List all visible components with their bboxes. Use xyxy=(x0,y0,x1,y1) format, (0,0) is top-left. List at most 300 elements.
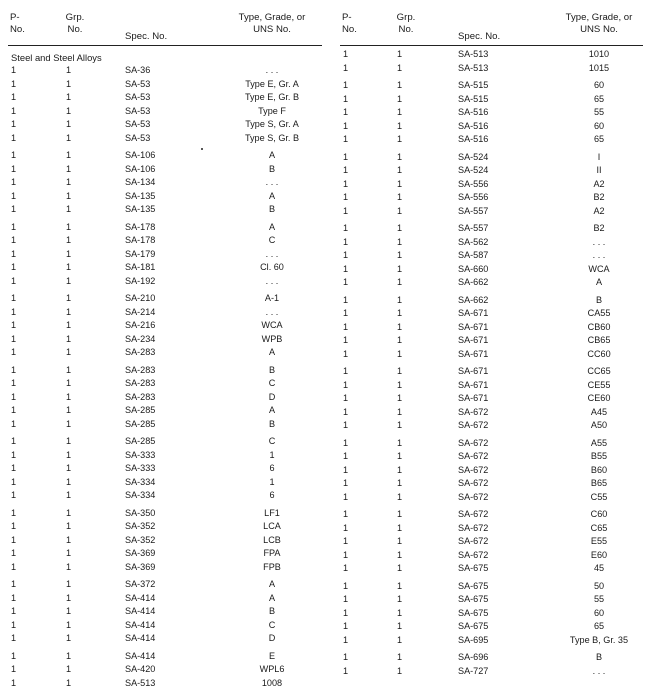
spec-no-cell: SA-333 xyxy=(125,462,155,476)
table-row xyxy=(8,78,322,92)
type-grade-cell: C55 xyxy=(552,491,646,505)
type-grade-cell: WPB xyxy=(224,333,320,347)
table-row xyxy=(8,650,322,664)
p-no-cell: 1 xyxy=(343,464,348,478)
grp-no-cell: 1 xyxy=(66,462,71,476)
table-row xyxy=(8,377,322,391)
type-grade-cell: 6 xyxy=(224,489,320,503)
right-table-body xyxy=(340,48,643,678)
type-grade-cell: A55 xyxy=(552,437,646,451)
p-no-cell: 1 xyxy=(343,178,348,192)
table-row xyxy=(340,334,643,348)
spec-no-cell: SA-106 xyxy=(125,163,155,177)
type-grade-cell: FPB xyxy=(224,561,320,575)
p-no-cell: 1 xyxy=(11,176,16,190)
grp-no-cell: 1 xyxy=(397,334,402,348)
p-no-cell: 1 xyxy=(343,477,348,491)
type-grade-cell: CE60 xyxy=(552,392,646,406)
grp-no-cell: 1 xyxy=(397,365,402,379)
type-grade-cell: 60 xyxy=(552,120,646,134)
type-grade-cell: 1015 xyxy=(552,62,646,76)
table-row xyxy=(8,578,322,592)
p-no-cell: 1 xyxy=(11,404,16,418)
grp-no-cell: 1 xyxy=(66,476,71,490)
spec-no-cell: SA-556 xyxy=(458,178,488,192)
p-no-cell: 1 xyxy=(11,292,16,306)
grp-no-cell: 1 xyxy=(397,222,402,236)
type-grade-cell: . . . xyxy=(552,236,646,250)
p-no-cell: 1 xyxy=(343,334,348,348)
type-grade-cell: 45 xyxy=(552,562,646,576)
grp-no-cell: 1 xyxy=(397,522,402,536)
type-grade-cell: C60 xyxy=(552,508,646,522)
spec-no-cell: SA-672 xyxy=(458,508,488,522)
grp-no-cell: 1 xyxy=(66,605,71,619)
spec-no-cell: SA-515 xyxy=(458,93,488,107)
p-no-cell: 1 xyxy=(343,205,348,219)
type-grade-cell: 55 xyxy=(552,106,646,120)
p-no-cell: 1 xyxy=(11,449,16,463)
grp-no-cell: 1 xyxy=(397,276,402,290)
grp-no-cell: 1 xyxy=(397,106,402,120)
spec-no-cell: SA-675 xyxy=(458,620,488,634)
spec-no-cell: SA-234 xyxy=(125,333,155,347)
type-grade-cell: A50 xyxy=(552,419,646,433)
spec-no-cell: SA-562 xyxy=(458,236,488,250)
p-no-cell: 1 xyxy=(11,203,16,217)
table-row xyxy=(340,562,643,576)
header-type-grade: Type, Grade, or UNS No. xyxy=(552,12,646,36)
spec-no-cell: SA-672 xyxy=(458,522,488,536)
spec-no-cell: SA-214 xyxy=(125,306,155,320)
p-no-cell: 1 xyxy=(343,562,348,576)
type-grade-cell: I xyxy=(552,151,646,165)
grp-no-cell: 1 xyxy=(397,491,402,505)
p-no-cell: 1 xyxy=(11,105,16,119)
table-row xyxy=(8,248,322,262)
table-row xyxy=(8,234,322,248)
spec-no-cell: SA-675 xyxy=(458,607,488,621)
p-no-cell: 1 xyxy=(11,418,16,432)
p-no-cell: 1 xyxy=(343,151,348,165)
type-grade-cell: Type B, Gr. 35 xyxy=(552,634,646,648)
spec-no-cell: SA-671 xyxy=(458,392,488,406)
table-row xyxy=(8,105,322,119)
grp-no-cell: 1 xyxy=(397,263,402,277)
table-row xyxy=(340,348,643,362)
table-row xyxy=(340,365,643,379)
spec-no-cell: SA-672 xyxy=(458,549,488,563)
table-row xyxy=(8,292,322,306)
type-grade-cell: WCA xyxy=(552,263,646,277)
spec-no-cell: SA-557 xyxy=(458,222,488,236)
table-row xyxy=(8,404,322,418)
p-no-cell: 1 xyxy=(343,93,348,107)
spec-no-cell: SA-420 xyxy=(125,663,155,677)
grp-no-cell: 1 xyxy=(397,535,402,549)
grp-no-cell: 1 xyxy=(397,379,402,393)
grp-no-cell: 1 xyxy=(66,449,71,463)
grp-no-cell: 1 xyxy=(66,377,71,391)
grp-no-cell: 1 xyxy=(397,62,402,76)
spec-no-cell: SA-556 xyxy=(458,191,488,205)
spec-no-cell: SA-369 xyxy=(125,547,155,561)
type-grade-cell: CE55 xyxy=(552,379,646,393)
grp-no-cell: 1 xyxy=(397,321,402,335)
table-row xyxy=(340,665,643,679)
grp-no-cell: 1 xyxy=(66,118,71,132)
type-grade-cell: B xyxy=(224,418,320,432)
grp-no-cell: 1 xyxy=(397,464,402,478)
table-row xyxy=(340,379,643,393)
spec-no-cell: SA-283 xyxy=(125,377,155,391)
p-no-cell: 1 xyxy=(343,522,348,536)
table-row xyxy=(340,48,643,62)
p-no-cell: 1 xyxy=(11,547,16,561)
p-no-cell: 1 xyxy=(11,391,16,405)
p-no-cell: 1 xyxy=(343,348,348,362)
table-row xyxy=(340,106,643,120)
p-no-cell: 1 xyxy=(343,419,348,433)
spec-no-cell: SA-414 xyxy=(125,605,155,619)
type-grade-cell: LCA xyxy=(224,520,320,534)
spec-no-cell: SA-178 xyxy=(125,221,155,235)
grp-no-cell: 1 xyxy=(66,319,71,333)
header-spec-no: Spec. No. xyxy=(125,31,167,43)
spec-no-cell: SA-53 xyxy=(125,132,150,146)
grp-no-cell: 1 xyxy=(66,507,71,521)
type-grade-cell: B60 xyxy=(552,464,646,478)
spec-no-cell: SA-334 xyxy=(125,489,155,503)
table-row xyxy=(340,178,643,192)
type-grade-cell: . . . xyxy=(224,275,320,289)
left-table-body xyxy=(8,64,322,690)
p-no-cell: 1 xyxy=(11,190,16,204)
type-grade-cell: . . . xyxy=(224,248,320,262)
table-row xyxy=(340,321,643,335)
type-grade-cell: FPA xyxy=(224,547,320,561)
spec-no-cell: SA-369 xyxy=(125,561,155,575)
table-row xyxy=(8,476,322,490)
table-row xyxy=(340,392,643,406)
type-grade-cell: CC60 xyxy=(552,348,646,362)
type-grade-cell: . . . xyxy=(552,249,646,263)
type-grade-cell: Type E, Gr. A xyxy=(224,78,320,92)
table-row xyxy=(340,450,643,464)
grp-no-cell: 1 xyxy=(397,580,402,594)
type-grade-cell: Type S, Gr. A xyxy=(224,118,320,132)
grp-no-cell: 1 xyxy=(66,306,71,320)
right-table-header xyxy=(340,10,643,46)
grp-no-cell: 1 xyxy=(397,120,402,134)
spec-no-cell: SA-285 xyxy=(125,404,155,418)
header-grp-no: Grp. No. xyxy=(63,12,87,36)
spec-no-cell: SA-135 xyxy=(125,190,155,204)
p-no-cell: 1 xyxy=(11,435,16,449)
table-row xyxy=(340,508,643,522)
type-grade-cell: A xyxy=(552,276,646,290)
spec-no-cell: SA-283 xyxy=(125,391,155,405)
p-no-cell: 1 xyxy=(343,294,348,308)
type-grade-cell: 6 xyxy=(224,462,320,476)
type-grade-cell: 60 xyxy=(552,79,646,93)
table-row xyxy=(8,489,322,503)
grp-no-cell: 1 xyxy=(66,221,71,235)
spec-no-cell: SA-515 xyxy=(458,79,488,93)
type-grade-cell: LCB xyxy=(224,534,320,548)
grp-no-cell: 1 xyxy=(66,435,71,449)
spec-no-cell: SA-181 xyxy=(125,261,155,275)
p-no-cell: 1 xyxy=(11,306,16,320)
p-no-cell: 1 xyxy=(11,507,16,521)
type-grade-cell: A xyxy=(224,190,320,204)
p-no-cell: 1 xyxy=(343,236,348,250)
spec-no-cell: SA-695 xyxy=(458,634,488,648)
table-row xyxy=(340,651,643,665)
type-grade-cell: . . . xyxy=(552,665,646,679)
grp-no-cell: 1 xyxy=(66,275,71,289)
spec-no-cell: SA-178 xyxy=(125,234,155,248)
grp-no-cell: 1 xyxy=(397,392,402,406)
p-no-cell: 1 xyxy=(343,191,348,205)
table-row xyxy=(340,191,643,205)
type-grade-cell: B2 xyxy=(552,222,646,236)
p-no-cell: 1 xyxy=(11,319,16,333)
header-p-no: P- No. xyxy=(10,12,25,36)
type-grade-cell: A2 xyxy=(552,178,646,192)
table-row xyxy=(8,663,322,677)
grp-no-cell: 1 xyxy=(66,364,71,378)
type-grade-cell: 50 xyxy=(552,580,646,594)
p-no-cell: 1 xyxy=(343,79,348,93)
left-table-header xyxy=(8,10,322,46)
table-row xyxy=(8,118,322,132)
p-no-cell: 1 xyxy=(343,48,348,62)
spec-no-cell: SA-516 xyxy=(458,106,488,120)
table-row xyxy=(8,306,322,320)
table-row xyxy=(340,164,643,178)
type-grade-cell: . . . xyxy=(224,64,320,78)
p-no-cell: 1 xyxy=(11,221,16,235)
p-no-cell: 1 xyxy=(343,392,348,406)
table-row xyxy=(8,677,322,690)
table-row xyxy=(340,634,643,648)
table-row xyxy=(340,93,643,107)
spec-no-cell: SA-285 xyxy=(125,418,155,432)
type-grade-cell: 65 xyxy=(552,620,646,634)
p-no-cell: 1 xyxy=(11,248,16,262)
spec-no-cell: SA-283 xyxy=(125,346,155,360)
table-row xyxy=(8,534,322,548)
table-row xyxy=(8,149,322,163)
grp-no-cell: 1 xyxy=(397,549,402,563)
p-no-cell: 1 xyxy=(343,249,348,263)
p-no-cell: 1 xyxy=(343,222,348,236)
spec-no-cell: SA-675 xyxy=(458,580,488,594)
table-row xyxy=(340,406,643,420)
p-no-cell: 1 xyxy=(11,677,16,690)
grp-no-cell: 1 xyxy=(397,651,402,665)
table-row xyxy=(8,163,322,177)
table-row xyxy=(8,520,322,534)
type-grade-cell: Type E, Gr. B xyxy=(224,91,320,105)
grp-no-cell: 1 xyxy=(397,294,402,308)
spec-no-cell: SA-333 xyxy=(125,449,155,463)
grp-no-cell: 1 xyxy=(397,236,402,250)
grp-no-cell: 1 xyxy=(66,149,71,163)
header-grp-no: Grp. No. xyxy=(394,12,418,36)
table-row xyxy=(8,507,322,521)
grp-no-cell: 1 xyxy=(66,176,71,190)
spec-no-cell: SA-414 xyxy=(125,619,155,633)
table-row xyxy=(8,132,322,146)
spec-no-cell: SA-513 xyxy=(125,677,155,690)
table-row xyxy=(8,261,322,275)
grp-no-cell: 1 xyxy=(397,93,402,107)
table-row xyxy=(340,294,643,308)
type-grade-cell: WCA xyxy=(224,319,320,333)
spec-no-cell: SA-53 xyxy=(125,118,150,132)
type-grade-cell: CA55 xyxy=(552,307,646,321)
grp-no-cell: 1 xyxy=(66,292,71,306)
type-grade-cell: E xyxy=(224,650,320,664)
type-grade-cell: B xyxy=(552,294,646,308)
p-no-cell: 1 xyxy=(343,535,348,549)
p-no-cell: 1 xyxy=(11,578,16,592)
table-row xyxy=(8,435,322,449)
table-row xyxy=(340,133,643,147)
type-grade-cell: . . . xyxy=(224,306,320,320)
grp-no-cell: 1 xyxy=(397,562,402,576)
table-row xyxy=(340,307,643,321)
spec-no-cell: SA-660 xyxy=(458,263,488,277)
grp-no-cell: 1 xyxy=(66,234,71,248)
grp-no-cell: 1 xyxy=(397,419,402,433)
table-row xyxy=(340,607,643,621)
spec-no-cell: SA-671 xyxy=(458,307,488,321)
spec-no-cell: SA-671 xyxy=(458,321,488,335)
spec-no-cell: SA-53 xyxy=(125,105,150,119)
p-no-cell: 1 xyxy=(11,163,16,177)
p-no-cell: 1 xyxy=(11,78,16,92)
header-type-grade: Type, Grade, or UNS No. xyxy=(224,12,320,36)
grp-no-cell: 1 xyxy=(397,249,402,263)
grp-no-cell: 1 xyxy=(66,520,71,534)
type-grade-cell: D xyxy=(224,632,320,646)
spec-no-cell: SA-672 xyxy=(458,464,488,478)
type-grade-cell: E60 xyxy=(552,549,646,563)
type-grade-cell: . . . xyxy=(224,176,320,190)
spec-no-cell: SA-135 xyxy=(125,203,155,217)
p-no-cell: 1 xyxy=(11,132,16,146)
right-table xyxy=(340,10,643,678)
p-no-cell: 1 xyxy=(343,276,348,290)
type-grade-cell: 65 xyxy=(552,93,646,107)
spec-no-cell: SA-283 xyxy=(125,364,155,378)
table-row xyxy=(8,592,322,606)
grp-no-cell: 1 xyxy=(397,307,402,321)
type-grade-cell: CC65 xyxy=(552,365,646,379)
p-no-cell: 1 xyxy=(343,263,348,277)
table-row xyxy=(8,561,322,575)
p-no-cell: 1 xyxy=(343,620,348,634)
type-grade-cell: II xyxy=(552,164,646,178)
spec-no-cell: SA-672 xyxy=(458,450,488,464)
grp-no-cell: 1 xyxy=(397,437,402,451)
p-no-cell: 1 xyxy=(11,489,16,503)
spec-no-cell: SA-671 xyxy=(458,365,488,379)
table-row xyxy=(8,462,322,476)
table-row xyxy=(340,580,643,594)
table-row xyxy=(340,205,643,219)
table-row xyxy=(8,275,322,289)
type-grade-cell: C xyxy=(224,234,320,248)
table-row xyxy=(8,319,322,333)
p-no-cell: 1 xyxy=(11,275,16,289)
table-row xyxy=(340,120,643,134)
p-no-cell: 1 xyxy=(343,491,348,505)
grp-no-cell: 1 xyxy=(66,105,71,119)
grp-no-cell: 1 xyxy=(66,190,71,204)
table-row xyxy=(340,620,643,634)
grp-no-cell: 1 xyxy=(66,333,71,347)
type-grade-cell: C65 xyxy=(552,522,646,536)
type-grade-cell: CB60 xyxy=(552,321,646,335)
table-row xyxy=(340,522,643,536)
table-row xyxy=(8,190,322,204)
type-grade-cell: C xyxy=(224,435,320,449)
table-row xyxy=(8,605,322,619)
grp-no-cell: 1 xyxy=(397,634,402,648)
table-row xyxy=(8,346,322,360)
spec-no-cell: SA-216 xyxy=(125,319,155,333)
table-row xyxy=(340,276,643,290)
table-row xyxy=(340,535,643,549)
p-no-cell: 1 xyxy=(343,62,348,76)
grp-no-cell: 1 xyxy=(397,450,402,464)
spec-no-cell: SA-414 xyxy=(125,592,155,606)
type-grade-cell: B xyxy=(224,163,320,177)
grp-no-cell: 1 xyxy=(397,620,402,634)
grp-no-cell: 1 xyxy=(397,477,402,491)
spec-no-cell: SA-671 xyxy=(458,379,488,393)
spec-no-cell: SA-414 xyxy=(125,632,155,646)
grp-no-cell: 1 xyxy=(66,547,71,561)
section-label: Steel and Steel Alloys xyxy=(8,51,322,64)
type-grade-cell: E55 xyxy=(552,535,646,549)
grp-no-cell: 1 xyxy=(397,48,402,62)
p-no-cell: 1 xyxy=(343,651,348,665)
spec-no-cell: SA-672 xyxy=(458,491,488,505)
header-spec-no: Spec. No. xyxy=(458,31,500,43)
table-row xyxy=(340,593,643,607)
spec-no-cell: SA-134 xyxy=(125,176,155,190)
type-grade-cell: B55 xyxy=(552,450,646,464)
type-grade-cell: A xyxy=(224,346,320,360)
p-no-cell: 1 xyxy=(11,118,16,132)
grp-no-cell: 1 xyxy=(66,404,71,418)
p-no-cell: 1 xyxy=(343,307,348,321)
table-row xyxy=(340,464,643,478)
type-grade-cell: B xyxy=(552,651,646,665)
grp-no-cell: 1 xyxy=(397,178,402,192)
table-row xyxy=(8,619,322,633)
p-no-cell: 1 xyxy=(11,234,16,248)
grp-no-cell: 1 xyxy=(66,534,71,548)
spec-no-cell: SA-662 xyxy=(458,276,488,290)
p-no-cell: 1 xyxy=(343,634,348,648)
p-no-cell: 1 xyxy=(11,149,16,163)
